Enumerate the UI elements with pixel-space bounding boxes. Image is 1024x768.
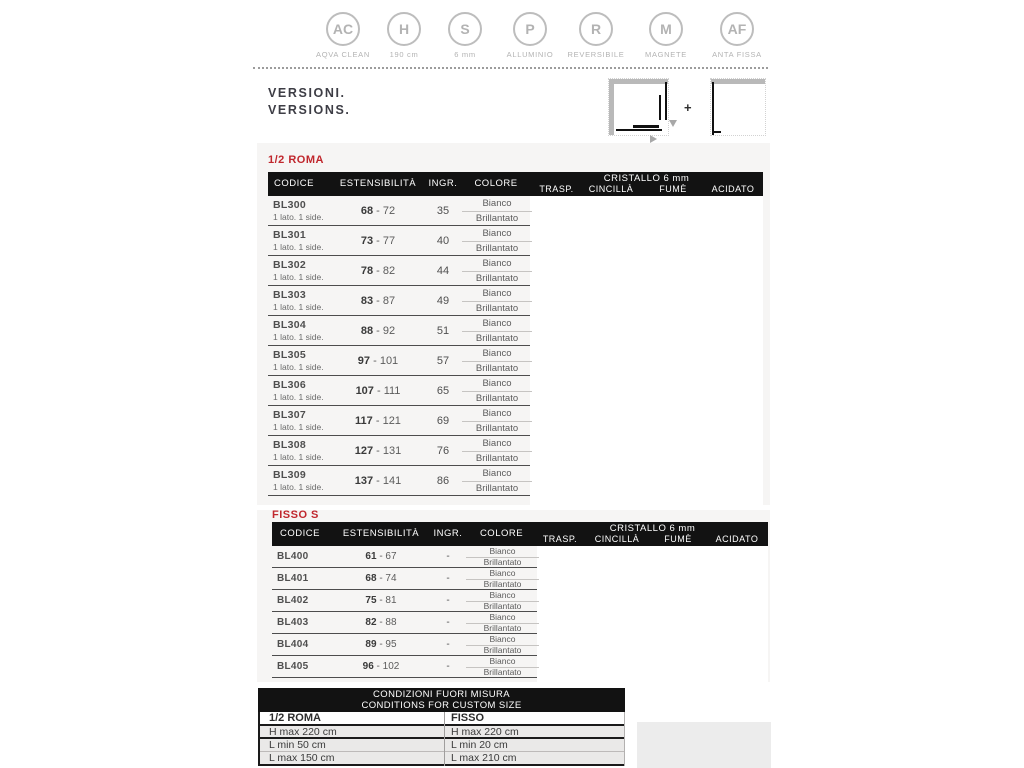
sliding-door-icon: [616, 129, 662, 131]
estensibilita-cell: 75 - 81: [365, 595, 397, 606]
header-estensibilita: ESTENSIBILITÀ: [342, 528, 420, 539]
ingr-cell: 69: [436, 415, 450, 427]
color-option-2: Brillantato: [475, 483, 519, 494]
codice-cell: [273, 406, 324, 432]
product-code: BL309: [273, 469, 307, 481]
product-code: BL404: [277, 639, 309, 650]
feature-badge: [626, 12, 706, 59]
fisso-price-area: [537, 546, 768, 682]
colore-cell: [466, 568, 539, 590]
table-row: [260, 752, 624, 766]
ext-from: 97: [357, 355, 371, 367]
header-trasp: TRASP.: [539, 184, 574, 194]
product-code: BL305: [273, 349, 307, 361]
ext-from: 68: [360, 205, 374, 217]
product-code: BL307: [273, 409, 307, 421]
color-option-1: Bianco: [489, 546, 516, 556]
table-row: [272, 634, 537, 656]
ext-from: 88: [360, 325, 374, 337]
header-codice: CODICE: [274, 178, 314, 189]
color-option-1: Bianco: [489, 568, 516, 578]
arrow-right-icon: [650, 135, 657, 143]
color-option-2: Brillantato: [475, 213, 519, 224]
table-row: [272, 568, 537, 590]
product-code: BL300: [273, 199, 307, 211]
wall-icon: [711, 79, 765, 84]
codice-cell: [273, 376, 324, 402]
colore-divider: [462, 331, 532, 332]
codice-cell: [277, 656, 309, 677]
product-code: BL306: [273, 379, 307, 391]
ingr-cell: 40: [436, 235, 450, 247]
feature-label: ALLUMINIO: [506, 50, 554, 59]
estensibilita-cell: 78 - 82: [360, 265, 396, 277]
feature-label: AQVA CLEAN: [316, 50, 370, 59]
product-code-sub: 1 lato. 1 side.: [273, 332, 324, 342]
product-code-sub: 1 lato. 1 side.: [273, 392, 324, 402]
versions-line-it: VERSIONI.: [268, 86, 346, 100]
ext-from: 137: [354, 475, 374, 487]
ingr-cell: -: [446, 595, 450, 606]
colore-divider: [462, 391, 532, 392]
product-code-sub: 1 lato. 1 side.: [273, 422, 324, 432]
ext-from: 89: [365, 639, 377, 650]
product-code: BL301: [273, 229, 307, 241]
colore-divider: [462, 361, 532, 362]
codice-cell: [277, 568, 309, 589]
estensibilita-cell: 137 - 141: [354, 475, 402, 487]
table-row: [268, 256, 530, 286]
6-mm-icon: S: [448, 12, 482, 46]
colore-cell: [462, 196, 532, 226]
custom-size-col-roma: 1/2 ROMA: [269, 712, 321, 724]
product-code: BL302: [273, 259, 307, 271]
product-code: BL403: [277, 617, 309, 628]
custom-size-column-labels: [260, 712, 624, 726]
product-code-sub: 1 lato. 1 side.: [273, 242, 324, 252]
estensibilita-cell: 96 - 102: [362, 661, 400, 672]
feature-badge: [556, 12, 636, 59]
colore-divider: [466, 579, 539, 580]
table-row: [272, 656, 537, 678]
codice-cell: [273, 196, 324, 222]
table-row: [268, 466, 530, 496]
table-row: [272, 612, 537, 634]
custom-size-value: L max 150 cm: [269, 752, 335, 764]
table-row: [268, 346, 530, 376]
colore-divider: [462, 481, 532, 482]
header-acidato: ACIDATO: [711, 184, 755, 194]
ext-from: 61: [365, 551, 377, 562]
product-code: BL405: [277, 661, 309, 672]
table-row: [272, 590, 537, 612]
codice-cell: [273, 466, 324, 492]
product-code: BL304: [273, 319, 307, 331]
table-row: [260, 739, 624, 752]
sliding-door-icon: [633, 125, 659, 128]
table-row: [268, 196, 530, 226]
color-option-1: Bianco: [489, 590, 516, 600]
ext-from: 107: [355, 385, 374, 397]
190-cm-icon: H: [387, 12, 421, 46]
feature-label: 190 cm: [389, 50, 419, 59]
versions-line-en: VERSIONS.: [268, 103, 351, 117]
colore-cell: [466, 590, 539, 612]
colore-cell: [462, 316, 532, 346]
header-ingr: INGR.: [428, 178, 458, 189]
codice-cell: [277, 590, 309, 611]
next-section-fragment: [637, 722, 771, 768]
color-option-1: Bianco: [489, 656, 516, 666]
estensibilita-cell: 107 - 111: [355, 385, 401, 397]
product-code: BL400: [277, 551, 309, 562]
ingr-cell: 76: [436, 445, 450, 457]
color-option-1: Bianco: [482, 288, 512, 299]
fixed-panel-icon: [712, 82, 714, 135]
header-fume: FUMÈ: [664, 534, 692, 544]
color-option-1: Bianco: [482, 468, 512, 479]
ingr-cell: -: [446, 551, 450, 562]
colore-cell: [462, 406, 532, 436]
product-code: BL303: [273, 289, 307, 301]
custom-size-table: [258, 688, 625, 766]
custom-size-title-it: CONDIZIONI FUORI MISURA: [373, 689, 510, 700]
roma-table-body: [268, 196, 530, 496]
color-option-2: Brillantato: [475, 423, 519, 434]
colore-cell: [466, 546, 539, 568]
product-code-sub: 1 lato. 1 side.: [273, 212, 324, 222]
ingr-cell: 86: [436, 475, 450, 487]
color-option-2: Brillantato: [475, 303, 519, 314]
colore-cell: [466, 634, 539, 656]
colore-divider: [462, 241, 532, 242]
custom-size-value: L max 210 cm: [451, 752, 517, 764]
feature-label: MAGNETE: [645, 50, 687, 59]
arrow-down-icon: [669, 120, 677, 127]
header-codice: CODICE: [280, 528, 320, 539]
ingr-cell: 35: [436, 205, 450, 217]
estensibilita-cell: 68 - 74: [365, 573, 397, 584]
color-option-1: Bianco: [482, 438, 512, 449]
estensibilita-cell: 88 - 92: [360, 325, 396, 337]
ingr-cell: 57: [436, 355, 450, 367]
wall-icon: [609, 79, 614, 135]
fixed-panel-icon: [712, 131, 721, 133]
color-option-1: Bianco: [489, 612, 516, 622]
header-colore: COLORE: [479, 528, 524, 539]
alluminio-icon: P: [513, 12, 547, 46]
colore-divider: [466, 667, 539, 668]
codice-cell: [273, 346, 324, 372]
product-code: BL308: [273, 439, 307, 451]
anta-fissa-icon: AF: [720, 12, 754, 46]
colore-cell: [466, 656, 539, 678]
ingr-cell: -: [446, 661, 450, 672]
ingr-cell: -: [446, 639, 450, 650]
estensibilita-cell: 127 - 131: [354, 445, 402, 457]
estensibilita-cell: 82 - 88: [365, 617, 397, 628]
header-estensibilita: ESTENSIBILITÀ: [339, 178, 417, 189]
color-option-2: Brillantato: [475, 363, 519, 374]
color-option-1: Bianco: [482, 318, 512, 329]
codice-cell: [277, 634, 309, 655]
fisso-section-title: FISSO S: [272, 509, 319, 521]
color-option-1: Bianco: [482, 408, 512, 419]
header-colore: COLORE: [474, 178, 518, 189]
ingr-cell: -: [446, 617, 450, 628]
magnete-icon: M: [649, 12, 683, 46]
table-row: [268, 286, 530, 316]
colore-divider: [466, 645, 539, 646]
product-code-sub: 1 lato. 1 side.: [273, 272, 324, 282]
ext-from: 73: [360, 235, 374, 247]
color-option-2: Brillantato: [475, 393, 519, 404]
ext-from: 78: [360, 265, 374, 277]
product-code: BL401: [277, 573, 309, 584]
custom-size-value: H max 220 cm: [451, 726, 519, 738]
estensibilita-cell: 117 - 121: [355, 415, 401, 427]
header-cincilla: CINCILLÀ: [588, 184, 634, 194]
roma-table-header: [268, 172, 763, 196]
header-cristallo: CRISTALLO 6 mm: [603, 173, 690, 184]
table-row: [260, 726, 624, 739]
color-option-2: Brillantato: [483, 579, 522, 589]
plus-sign: +: [684, 100, 692, 115]
custom-size-value: H max 220 cm: [269, 726, 337, 738]
feature-label: ANTA FISSA: [712, 50, 762, 59]
ingr-cell: 51: [436, 325, 450, 337]
dotted-divider: [253, 67, 768, 69]
color-option-1: Bianco: [489, 634, 516, 644]
color-option-1: Bianco: [482, 228, 512, 239]
estensibilita-cell: 89 - 95: [365, 639, 397, 650]
estensibilita-cell: 68 - 72: [360, 205, 396, 217]
header-cristallo: CRISTALLO 6 mm: [609, 523, 696, 534]
ext-from: 68: [365, 573, 377, 584]
custom-size-body: [258, 712, 625, 766]
versions-heading: [268, 85, 350, 119]
header-trasp: TRASP.: [542, 534, 578, 544]
estensibilita-cell: 83 - 87: [360, 295, 396, 307]
colore-cell: [462, 256, 532, 286]
custom-size-header: [258, 688, 625, 712]
codice-cell: [273, 256, 324, 282]
column-divider: [444, 712, 445, 766]
sliding-door-icon: [659, 95, 661, 120]
product-code-sub: 1 lato. 1 side.: [273, 362, 324, 372]
color-option-2: Brillantato: [483, 645, 522, 655]
ext-from: 75: [365, 595, 377, 606]
roma-price-area: [530, 196, 763, 505]
table-row: [272, 546, 537, 568]
feature-label: REVERSIBILE: [567, 50, 625, 59]
color-option-2: Brillantato: [483, 623, 522, 633]
ingr-cell: 65: [436, 385, 450, 397]
table-row: [268, 316, 530, 346]
custom-size-col-fisso: FISSO: [451, 712, 485, 724]
fisso-table-body: [272, 546, 537, 678]
header-ingr: INGR.: [433, 528, 463, 539]
colore-cell: [462, 376, 532, 406]
product-code-sub: 1 lato. 1 side.: [273, 452, 324, 462]
table-row: [268, 406, 530, 436]
feature-badge: [697, 12, 777, 59]
header-acidato: ACIDATO: [715, 534, 759, 544]
colore-cell: [466, 612, 539, 634]
table-row: [268, 436, 530, 466]
colore-divider: [462, 421, 532, 422]
codice-cell: [277, 546, 309, 567]
header-cincilla: CINCILLÀ: [594, 534, 640, 544]
colore-cell: [462, 436, 532, 466]
fixed-panel-diagram: [710, 78, 766, 136]
color-option-2: Brillantato: [475, 273, 519, 284]
codice-cell: [273, 286, 324, 312]
colore-divider: [466, 601, 539, 602]
wall-icon: [609, 79, 668, 84]
ingr-cell: 44: [436, 265, 450, 277]
colore-cell: [462, 286, 532, 316]
product-code-sub: 1 lato. 1 side.: [273, 482, 324, 492]
color-option-2: Brillantato: [475, 243, 519, 254]
ext-from: 83: [360, 295, 374, 307]
color-option-1: Bianco: [482, 378, 512, 389]
header-fume: FUMÈ: [659, 184, 687, 194]
codice-cell: [273, 316, 324, 342]
estensibilita-cell: 61 - 67: [365, 551, 397, 562]
table-row: [268, 376, 530, 406]
codice-cell: [273, 226, 324, 252]
color-option-1: Bianco: [482, 258, 512, 269]
reversibile-icon: R: [579, 12, 613, 46]
custom-size-value: L min 50 cm: [269, 739, 326, 751]
color-option-1: Bianco: [482, 348, 512, 359]
color-option-2: Brillantato: [475, 453, 519, 464]
custom-size-value: L min 20 cm: [451, 739, 508, 751]
ext-from: 96: [362, 661, 374, 672]
colore-cell: [462, 466, 532, 496]
color-option-1: Bianco: [482, 198, 512, 209]
colore-cell: [462, 346, 532, 376]
roma-section-title: 1/2 ROMA: [268, 154, 324, 166]
feature-label: 6 mm: [454, 50, 476, 59]
colore-divider: [466, 557, 539, 558]
color-option-2: Brillantato: [483, 557, 522, 567]
colore-cell: [462, 226, 532, 256]
codice-cell: [273, 436, 324, 462]
colore-divider: [462, 271, 532, 272]
product-code-sub: 1 lato. 1 side.: [273, 302, 324, 312]
estensibilita-cell: 73 - 77: [360, 235, 396, 247]
estensibilita-cell: 97 - 101: [357, 355, 399, 367]
aqva-clean-icon: AC: [326, 12, 360, 46]
table-row: [268, 226, 530, 256]
color-option-2: Brillantato: [483, 601, 522, 611]
ext-from: 82: [365, 617, 377, 628]
custom-size-title-en: CONDITIONS FOR CUSTOM SIZE: [361, 699, 522, 711]
corner-enclosure-diagram: [608, 78, 669, 136]
color-option-2: Brillantato: [483, 667, 522, 677]
codice-cell: [277, 612, 309, 633]
ingr-cell: -: [446, 573, 450, 584]
sliding-door-icon: [665, 82, 667, 120]
ext-from: 127: [354, 445, 374, 457]
colore-divider: [462, 301, 532, 302]
colore-divider: [462, 211, 532, 212]
color-option-2: Brillantato: [475, 333, 519, 344]
colore-divider: [462, 451, 532, 452]
colore-divider: [466, 623, 539, 624]
ext-from: 117: [355, 415, 373, 427]
ingr-cell: 49: [436, 295, 450, 307]
product-code: BL402: [277, 595, 309, 606]
fisso-table-header: [272, 522, 768, 546]
